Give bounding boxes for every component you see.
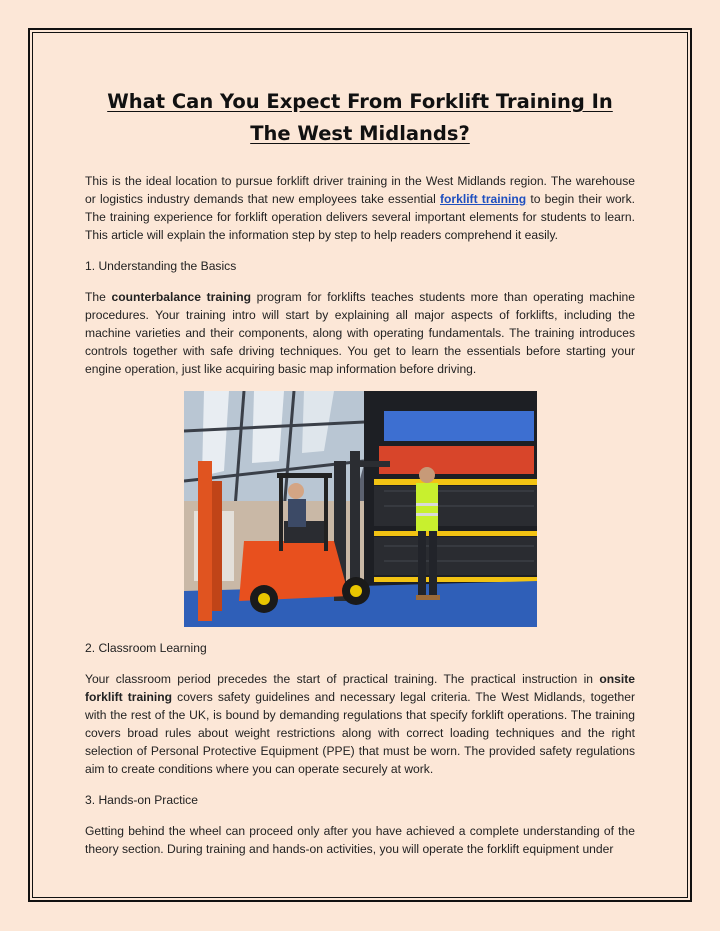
counterbalance-training-emphasis: counterbalance training <box>111 290 251 304</box>
section-2-heading: 2. Classroom Learning <box>85 641 207 655</box>
section-3-paragraph: Getting behind the wheel can proceed only after you have achieved a complete understanding of the theory section. During training and hands-on activities, you will operate the forklift equipment under <box>85 824 635 856</box>
section-2-paragraph: Your classroom period precedes the start of practical training. The practical instruction in onsite forklift training covers safety guidelines and necessary legal criteria. The West Midlands, together with the rest of the UK, is bound by demanding regulations that specify forklift operations. The training covers broad rules about weight restrictions along with correct loading techniques and the right selection of Personal Protective Equipment (PPE) that must be worn. The provided safety regulations aim to create conditions where you can operate securely at work. <box>85 672 636 776</box>
section-3-heading: 3. Hands-on Practice <box>85 793 198 807</box>
intro-paragraph: This is the ideal location to pursue forklift driver training in the West Midlands region. The warehouse or logistics industry demands that new employees take essential forklift training to begin their work. The training experience for forklift operation delivers several important elements for students to learn. This article will explain the information step by step to help readers comprehend it easily. <box>85 174 635 242</box>
forklift-warehouse-photo <box>184 391 537 627</box>
onsite-training-emphasis: onsite forklift training <box>85 672 635 704</box>
section-1-paragraph: The counterbalance training program for forklifts teaches students more than operating machine procedures. Your training intro will start by explaining all major aspects of forklifts, including the machine varieties and their components, along with operating fundamentals. The training introduces controls together with safe driving techniques. You get to learn the essentials before starting your engine operation, just like acquiring basic map information before driving. <box>85 290 636 376</box>
section-1-heading: 1. Understanding the Basics <box>85 259 237 273</box>
article <box>85 86 635 871</box>
forklift-training-link[interactable]: forklift training <box>439 192 527 206</box>
article-title: What Can You Expect From Forklift Training In The West Midlands? <box>107 90 613 145</box>
